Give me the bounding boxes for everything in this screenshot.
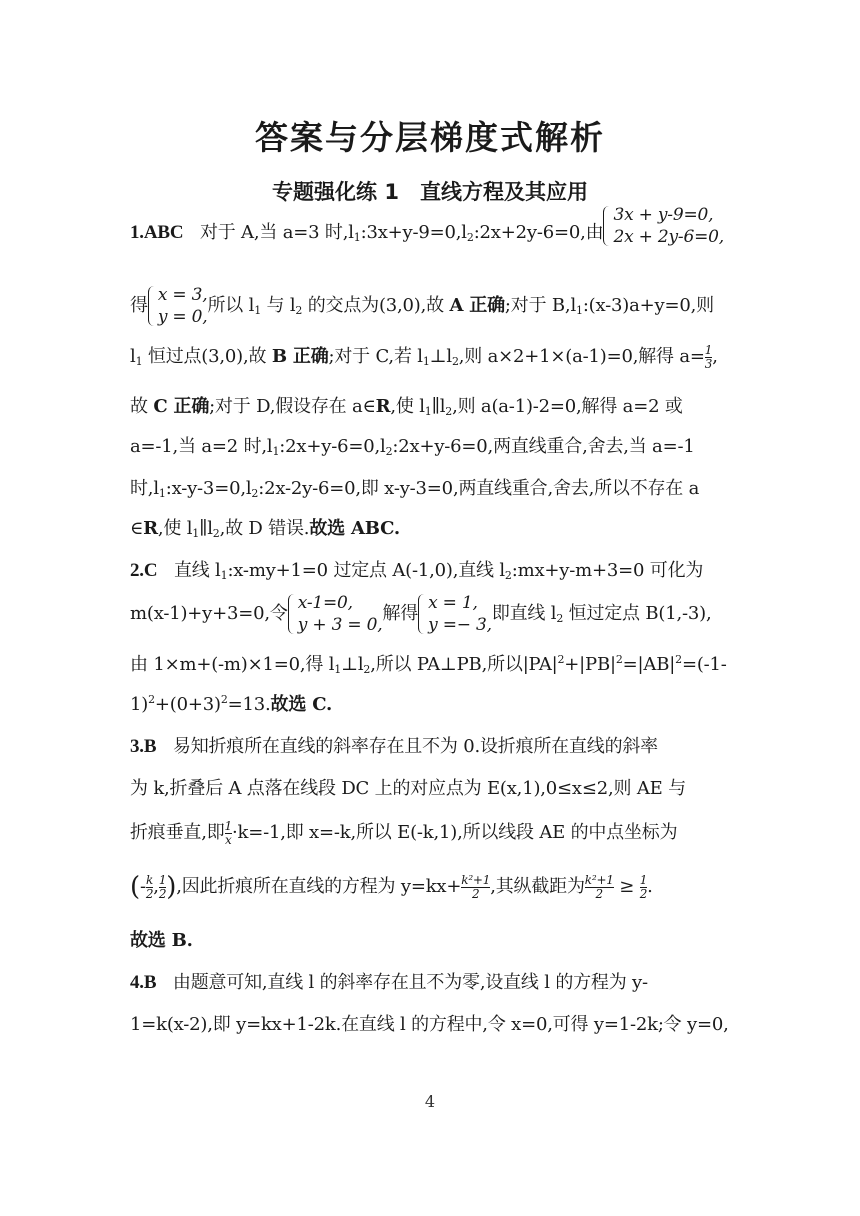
q2-system-2-eq1: x = 1, [428,593,478,613]
q4-line-2: 1=k(x-2),即 y=kx+1-2k.在直线 l 的方程中,令 x=0,可得 y=1-2k;令 y=0, [130,1014,729,1035]
q3-conclusion: 故选 B. [130,930,193,951]
q4-answer-label: 4.B [130,972,157,993]
fraction-intercept: $\frac{\text{k²+1}}{2}$ [584,872,614,901]
fraction-one-third: $\frac{1}{3}$ [704,342,713,371]
q1-system-1-eq1: 3x + y-9=0, [613,205,714,225]
q2-system-1-eq1: x-1=0, [297,593,353,613]
fraction-half-2: $\frac{1}{2}$ [639,872,648,901]
q2-line-3: 由 1×m+(-m)×1=0,得 $l_1\perp l_2$,所以 PA⊥PB,所以$|PA|^2+|PB|^2=|AB|^2=(-1-$ [130,653,727,676]
q1-system-1 [603,204,724,248]
q2-line-2: m(x-1)+y+3=0,令 x-1=0, y + 3 = 0,解得 x = 1, y =− 3,即直线 $l_2$ 恒过定点 B(1,-3), [130,593,712,635]
fraction-one-over-x: $\frac{1}{x}$ [224,818,232,847]
q4-line-1: 4.B 由题意可知,直线 l 的斜率存在且不为零,设直线 l 的方程为 y- [130,972,648,993]
q2-system-2-eq2: y =− 3, [428,615,492,635]
q2-system-2 [418,592,492,636]
q2-conclusion: 故选 C. [270,694,333,715]
q2-answer-label: 2.C [130,560,158,581]
q1-line-7: ∈R,使 $l_1\parallel l_2$,故 D 错误.故选 ABC. [130,518,400,540]
q1-system-2-eq1: x = 3, [157,285,208,305]
page-title: 答案与分层梯度式解析 [255,118,605,157]
q2-system-1 [288,592,383,636]
q1-line-4: 故 C 正确;对于 D,假设存在 a∈R,使 $l_1\parallel l_2$,则 a(a-1)-2=0,解得 a=2 或 [130,396,683,418]
section-subtitle: 专题强化练 1 直线方程及其应用 [272,180,588,204]
q1-line-1: 1.ABC 对于 A,当 a=3 时$,l_1:3x+y-9=0,l_2:2x+2y-6=0$,由3x + y-9=0, 2x + 2y-6=0, [130,205,724,247]
q3-line-3: 折痕垂直,即 $\frac{1}{x}$ ·k=-1,即 x=-k,所以 E(-k,1),所以线段 AE 的中点坐标为 [130,818,678,847]
q1-system-1-eq2: 2x + 2y-6=0, [613,227,724,247]
q2-system-1-eq2: y + 3 = 0, [297,615,383,635]
q3-line-4: (- $\frac{k}{2}$ , $\frac{1}{2}$ ),因此折痕所在直线的方程为 y=kx+ $\frac{\text{k²+1}}{2}$ ,其纵截距为 $\frac{\text{k²+1}}{2}$ ≥ $\frac{1}{2}$ . [130,872,653,902]
q1-line-5: a=-1,当 a=2 时$,l_1:2x+y-6=0,l_2:2x+y-6=0$,两直线重合,舍去,当 a=-1 [130,436,695,458]
q1-system-2 [148,284,208,328]
fraction-half: $\frac{1}{2}$ [158,872,167,901]
q3-line-1: 3.B 易知折痕所在直线的斜率存在且不为 0.设折痕所在直线的斜率 [130,736,658,757]
q3-line-5 [130,926,730,952]
fraction-k2plus1-over-2: $\frac{\text{k²+1}}{2}$ [461,872,491,901]
q3-answer-label: 3.B [130,736,157,757]
q1-line-3: $l_1$ 恒过点(3,0),故 B 正确;对于 C,若 $l_1\perp l_2$,则 a×2+1×(a-1)=0,解得 a= $\frac{1}{3}$ , [130,342,718,371]
fraction-k-over-2: $\frac{k}{2}$ [145,872,154,901]
q1-conclusion: 故选 ABC. [309,518,400,539]
q1-system-2-eq2: y = 0, [157,307,208,327]
q3-line-2: 为 k,折叠后 A 点落在线段 DC 上的对应点为 E(x,1),0≤x≤2,则 AE 与 [130,778,686,799]
page-number: 4 [424,1092,436,1111]
q1-line-6: 时$,l_1:x-y-3=0,l_2:2x-2y-6=0$,即 x-y-3=0,两直线重合,舍去,所以不存在 a [130,478,700,500]
q1-line-2: 得 x = 3, y = 0,所以 $l_1$ 与 $l_2$ 的交点为(3,0),故 A 正确;对于 $B,l_1:(x-3)a+y=0$,则 [130,285,714,327]
q2-line-4: $1)^2+(0+3)^2=13$.故选 C. [130,693,333,715]
q2-line-1: 2.C 直线 $l_1:x-my+1=0$ 过定点 A(-1,0),直线 $l_2:mx+y-m+3=0$ 可化为 [130,560,704,582]
q1-answer-label: 1.ABC [130,222,184,243]
